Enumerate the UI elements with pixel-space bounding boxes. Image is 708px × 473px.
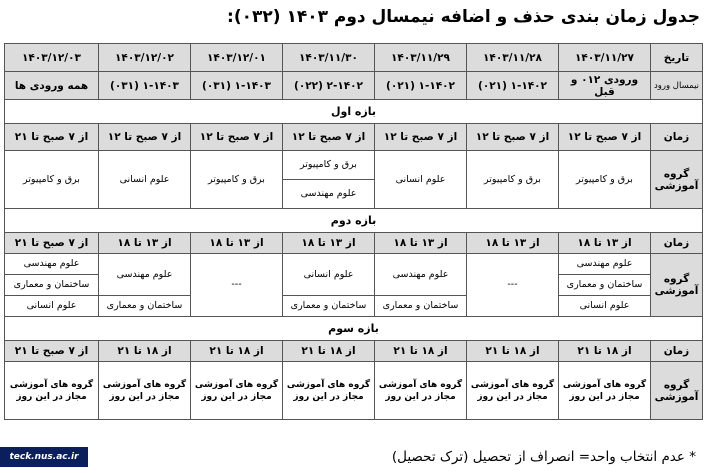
date-cell: ۱۴۰۳/۱۲/۰۱ xyxy=(191,44,283,72)
group-cell: علوم انسانی xyxy=(283,254,375,296)
footnote: * عدم انتخاب واحد= انصراف از تحصیل (ترک تحصیل) xyxy=(391,449,696,465)
time-cell: از ۷ صبح تا ۲۱ xyxy=(5,233,99,254)
period-3-header xyxy=(5,317,703,341)
period-3-time-row xyxy=(5,341,703,362)
cohort-cell: همه ورودی ها xyxy=(5,72,99,100)
time-cell: از ۱۳ تا ۱۸ xyxy=(467,233,559,254)
time-cell: از ۱۸ تا ۲۱ xyxy=(283,341,375,362)
page-title: جدول زمان بندی حذف و اضافه نیمسال دوم ۱۴۰۳ (۰۳۲): xyxy=(227,7,700,27)
date-cell: ۱۴۰۳/۱۲/۰۲ xyxy=(99,44,191,72)
group-cell: ساختمان و معماری xyxy=(559,275,651,296)
group-cell: --- xyxy=(467,254,559,317)
period-2-group-row xyxy=(5,254,703,275)
date-cell: ۱۴۰۳/۱۱/۲۸ xyxy=(467,44,559,72)
group-cell: برق و کامپیوتر xyxy=(5,151,99,209)
cohort-cell: ورودی ۰۱۲ و قبل xyxy=(559,72,651,100)
group-cell: گروه های آموزشی مجاز در این روز xyxy=(99,362,191,420)
cohort-cell: ۱-۱۴۰۲ (۰۲۱) xyxy=(375,72,467,100)
time-cell: از ۱۳ تا ۱۸ xyxy=(559,233,651,254)
group-cell: برق و کامپیوتر xyxy=(559,151,651,209)
time-cell: از ۱۳ تا ۱۸ xyxy=(99,233,191,254)
time-label: زمان xyxy=(651,124,703,151)
group-cell: علوم مهندسی xyxy=(5,254,99,275)
group-cell: گروه های آموزشی مجاز در این روز xyxy=(283,362,375,420)
cohort-cell: ۲-۱۴۰۲ (۰۲۲) xyxy=(283,72,375,100)
time-cell: از ۱۳ تا ۱۸ xyxy=(191,233,283,254)
period-1-group-row xyxy=(5,151,703,180)
group-label: گروه آموزشی xyxy=(651,151,703,209)
group-cell: گروه های آموزشی مجاز در این روز xyxy=(5,362,99,420)
time-cell: از ۷ صبح تا ۱۲ xyxy=(191,124,283,151)
cohort-cell: ۱-۱۴۰۲ (۰۲۱) xyxy=(467,72,559,100)
group-cell: علوم مهندسی xyxy=(283,180,375,209)
date-label: تاریخ xyxy=(651,44,703,72)
group-cell: برق و کامپیوتر xyxy=(283,151,375,180)
group-cell: علوم انسانی xyxy=(375,151,467,209)
date-cell: ۱۴۰۳/۱۲/۰۳ xyxy=(5,44,99,72)
period-2-time-row xyxy=(5,233,703,254)
group-cell: ساختمان و معماری xyxy=(283,296,375,317)
group-cell: ساختمان و معماری xyxy=(5,275,99,296)
period-1-title: بازه اول xyxy=(5,100,703,124)
period-1-header xyxy=(5,100,703,124)
time-cell: از ۷ صبح تا ۱۲ xyxy=(467,124,559,151)
time-cell: از ۱۸ تا ۲۱ xyxy=(99,341,191,362)
period-2-header xyxy=(5,209,703,233)
group-cell: گروه های آموزشی مجاز در این روز xyxy=(375,362,467,420)
group-cell: برق و کامپیوتر xyxy=(467,151,559,209)
date-row xyxy=(5,44,703,72)
time-cell: از ۱۸ تا ۲۱ xyxy=(559,341,651,362)
cohort-cell: ۱-۱۴۰۳ (۰۳۱) xyxy=(99,72,191,100)
time-cell: از ۱۳ تا ۱۸ xyxy=(283,233,375,254)
time-cell: از ۷ صبح تا ۲۱ xyxy=(5,124,99,151)
period-2-group-row xyxy=(5,296,703,317)
schedule-table xyxy=(4,43,703,420)
time-cell: از ۷ صبح تا ۱۲ xyxy=(283,124,375,151)
group-cell: علوم مهندسی xyxy=(375,254,467,296)
site-logo: teck.nus.ac.ir xyxy=(0,447,88,467)
group-cell: گروه های آموزشی مجاز در این روز xyxy=(467,362,559,420)
period-1-time-row xyxy=(5,124,703,151)
time-cell: از ۱۸ تا ۲۱ xyxy=(467,341,559,362)
time-label: زمان xyxy=(651,341,703,362)
group-cell: ساختمان و معماری xyxy=(375,296,467,317)
time-cell: از ۷ صبح تا ۱۲ xyxy=(559,124,651,151)
group-cell: گروه های آموزشی مجاز در این روز xyxy=(559,362,651,420)
cohort-row xyxy=(5,72,703,100)
date-cell: ۱۴۰۳/۱۱/۲۹ xyxy=(375,44,467,72)
cohort-cell: ۱-۱۴۰۳ (۰۳۱) xyxy=(191,72,283,100)
date-cell: ۱۴۰۳/۱۱/۳۰ xyxy=(283,44,375,72)
group-cell: علوم انسانی xyxy=(559,296,651,317)
time-cell: از ۱۸ تا ۲۱ xyxy=(375,341,467,362)
period-3-title: بازه سوم xyxy=(5,317,703,341)
group-cell: ساختمان و معماری xyxy=(99,296,191,317)
group-cell: --- xyxy=(191,254,283,317)
time-label: زمان xyxy=(651,233,703,254)
group-cell: علوم مهندسی xyxy=(99,254,191,296)
group-cell: علوم انسانی xyxy=(99,151,191,209)
group-label: گروه آموزشی xyxy=(651,362,703,420)
group-cell: گروه های آموزشی مجاز در این روز xyxy=(191,362,283,420)
group-label: گروه آموزشی xyxy=(651,254,703,317)
time-cell: از ۷ صبح تا ۱۲ xyxy=(375,124,467,151)
group-cell: برق و کامپیوتر xyxy=(191,151,283,209)
time-cell: از ۷ صبح تا ۲۱ xyxy=(5,341,99,362)
cohort-label: نیمسال ورود xyxy=(651,72,703,100)
time-cell: از ۱۳ تا ۱۸ xyxy=(375,233,467,254)
time-cell: از ۱۸ تا ۲۱ xyxy=(191,341,283,362)
period-3-group-row xyxy=(5,362,703,420)
group-cell: علوم مهندسی xyxy=(559,254,651,275)
date-cell: ۱۴۰۳/۱۱/۲۷ xyxy=(559,44,651,72)
period-2-title: بازه دوم xyxy=(5,209,703,233)
time-cell: از ۷ صبح تا ۱۲ xyxy=(99,124,191,151)
group-cell: علوم انسانی xyxy=(5,296,99,317)
